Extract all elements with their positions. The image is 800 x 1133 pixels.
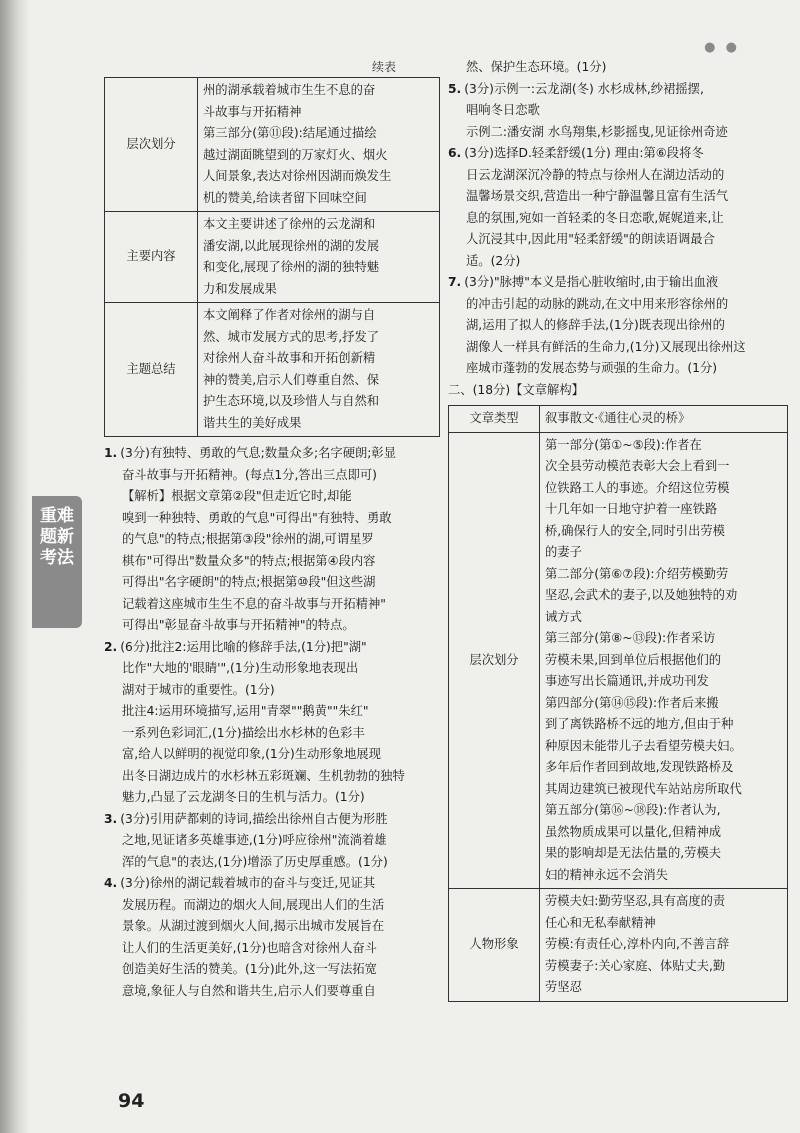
answer-paragraph <box>448 143 788 165</box>
type-label: 文章类型 <box>449 406 540 433</box>
text-line: 力和发展成果 <box>203 281 277 296</box>
answer-paragraph <box>448 79 788 101</box>
answer-line: 座城市蓬勃的发展态势与顽强的生命力。(1分) <box>466 361 718 375</box>
table-continued-label: 续表 <box>372 60 397 74</box>
binding-shadow <box>0 0 30 1133</box>
text-line: 多年后作者回到故地,发现铁路桥及 <box>545 760 734 774</box>
answer-paragraph <box>104 701 440 723</box>
table-row <box>449 432 788 889</box>
side-tab-label: 重难题新考法 <box>40 506 74 568</box>
answer-paragraph <box>448 337 788 359</box>
answers-right <box>448 57 788 380</box>
answer-line: 湖对于城市的重要性。(1分) <box>122 682 275 697</box>
text-line: 任心和无私奉献精神 <box>545 915 656 930</box>
answer-paragraph <box>448 251 788 273</box>
section-header: 二、(18分)【文章解构】 <box>448 382 584 397</box>
answer-line: 示例二:潘安湖 水鸟翔集,杉影摇曳,见证徐州奇迹 <box>466 124 728 139</box>
answer-number: 6. <box>448 146 462 160</box>
text-line: 到了离铁路桥不远的地方,但由于种 <box>545 717 734 731</box>
table-row <box>105 212 440 303</box>
text-line: 第五部分(第⑯~⑱段):作者认为, <box>545 803 721 817</box>
text-line: 越过湖面眺望到的万家灯火、烟火 <box>203 147 388 162</box>
text-line: 神的赞美,启示人们尊重自然、保 <box>203 372 380 387</box>
text-line: 种原因未能带儿子去看望劳模夫妇。 <box>545 738 742 753</box>
text-line: 本文阐释了作者对徐州的湖与自 <box>203 308 376 322</box>
row-content <box>198 212 440 303</box>
answer-line: 魅力,凸显了云龙湖冬日的生机与活力。(1分) <box>122 790 365 804</box>
answer-line: 唱响冬日恋歌 <box>466 103 540 117</box>
answer-line: (6分)批注2:运用比喻的修辞手法,(1分)把"湖" <box>120 639 367 654</box>
answer-line: 浑的气息"的表达,(1分)增添了历史厚重感。(1分) <box>122 854 388 869</box>
answer-paragraph <box>104 830 440 852</box>
answer-item <box>104 873 440 1002</box>
answer-number: 5. <box>448 81 462 96</box>
row-label: 主题总结 <box>105 303 198 437</box>
text-line: 虽然物质成果可以量化,但精神成 <box>545 824 722 839</box>
answer-paragraph <box>104 572 440 594</box>
answer-number: 4. <box>104 876 118 890</box>
answer-item <box>448 143 788 272</box>
answer-paragraph <box>448 272 788 294</box>
answer-line: (3分)有独特、勇敢的气息;数量众多;名字硬朗;彰显 <box>120 446 397 460</box>
answer-number: 7. <box>448 275 462 289</box>
answer-paragraph <box>104 680 440 702</box>
answer-line: 比作"大地的'眼睛'",(1分)生动形象地表现出 <box>122 661 359 675</box>
answer-paragraph <box>104 895 440 917</box>
answer-line: (3分)徐州的湖记载着城市的奋斗与变迁,见证其 <box>120 876 376 890</box>
answer-line: 可得出"名字硬朗"的特点;根据第⑩段"但这些湖 <box>122 575 376 589</box>
answer-paragraph <box>448 165 788 187</box>
text-line: 妇的精神永远不会消失 <box>545 867 668 882</box>
answer-paragraph <box>104 766 440 788</box>
answer-paragraph <box>104 465 440 487</box>
answer-paragraph <box>104 981 440 1003</box>
answer-paragraph <box>104 787 440 809</box>
answer-line: 之地,见证诸多英雄事迹,(1分)呼应徐州"流淌着雄 <box>122 833 387 847</box>
answer-line: 创造美好生活的赞美。(1分)此外,这一写法拓宽 <box>122 962 377 976</box>
answer-paragraph <box>448 229 788 251</box>
text-line: 斗故事与开拓精神 <box>203 104 302 119</box>
answer-number: 3. <box>104 811 118 826</box>
text-line: 事迹写出长篇通讯,并成功刊发 <box>545 674 709 688</box>
answer-line: 湖像人一样具有鲜活的生命力,(1分)又展现出徐州这 <box>466 339 746 354</box>
answer-line: 棋布"可得出"数量众多"的特点;根据第④段内容 <box>122 553 376 568</box>
answer-line: 然、保护生态环境。(1分) <box>466 60 607 74</box>
answer-line: 温馨场景交织,营造出一种宁静温馨且富有生活气 <box>466 189 729 203</box>
answer-paragraph <box>104 658 440 680</box>
text-line: 潘安湖,以此展现徐州的湖的发展 <box>203 238 380 253</box>
answer-paragraph <box>104 529 440 551</box>
answers-left <box>104 443 440 1002</box>
table-row <box>105 78 440 212</box>
answer-paragraph <box>104 959 440 981</box>
answer-line: 的气息"的特点;根据第③段"徐州的湖,可谓星罗 <box>122 532 374 546</box>
answer-item <box>448 57 788 79</box>
text-line: 十几年如一日地守护着一座铁路 <box>545 502 718 516</box>
type-value: 叙事散文·《通往心灵的桥》 <box>540 406 788 433</box>
answer-paragraph <box>104 723 440 745</box>
answer-line: (3分)"脉搏"本义是指心脏收缩时,由于输出血液 <box>464 275 719 289</box>
answer-line: 湖,运用了拟人的修辞手法,(1分)既表现出徐州的 <box>466 318 725 332</box>
answer-paragraph <box>104 594 440 616</box>
answer-item <box>448 272 788 380</box>
answer-line: 发展历程。而湖边的烟火人间,展现出人们的生活 <box>122 897 385 912</box>
text-line: 诫方式 <box>545 609 582 624</box>
text-line: 州的湖承载着城市生生不息的奋 <box>203 83 376 97</box>
answer-paragraph <box>104 744 440 766</box>
structure-table <box>104 77 440 437</box>
answer-paragraph <box>448 186 788 208</box>
answer-item <box>104 637 440 809</box>
text-line: 本文主要讲述了徐州的云龙湖和 <box>203 217 376 231</box>
text-line: 和变化,展现了徐州的湖的独特魅 <box>203 260 380 274</box>
row-label: 人物形象 <box>449 889 540 1002</box>
answer-line: 嗅到一种独特、勇敢的气息"可得出"有独特、勇敢 <box>122 510 392 525</box>
answer-item <box>104 809 440 874</box>
text-line: 第二部分(第⑥⑦段):介绍劳模勤劳 <box>545 566 729 581</box>
text-line: 第三部分(第⑧~⑬段):作者采访 <box>545 631 716 645</box>
right-column <box>448 57 788 1002</box>
text-line: 机的赞美,给读者留下回味空间 <box>203 190 367 205</box>
table-row <box>105 303 440 437</box>
answer-line: 富,给人以鲜明的视觉印象,(1分)生动形象地展现 <box>122 747 381 761</box>
row-content <box>198 303 440 437</box>
text-line: 第四部分(第⑭⑮段):作者后来搬 <box>545 695 719 710</box>
answer-line: 奋斗故事与开拓精神。(每点1分,答出三点即可) <box>122 467 377 482</box>
text-line: 然、城市发展方式的思考,抒发了 <box>203 329 380 344</box>
left-column <box>104 77 440 1002</box>
text-line: 次全县劳动模范表彰大会上看到一 <box>545 459 730 473</box>
answer-number: 1. <box>104 446 118 460</box>
answer-paragraph <box>104 916 440 938</box>
answer-line: 景象。从湖过渡到烟火人间,揭示出城市发展旨在 <box>122 919 385 933</box>
text-line: 坚忍,会武术的妻子,以及她独特的劝 <box>545 588 738 602</box>
answer-line: 记载着这座城市生生不息的奋斗故事与开拓精神" <box>122 596 386 611</box>
text-line: 对徐州人奋斗故事和开拓创新精 <box>203 351 376 365</box>
answer-item <box>448 79 788 144</box>
answer-paragraph <box>104 637 440 659</box>
page-number: 94 <box>118 1090 145 1112</box>
answer-paragraph <box>448 100 788 122</box>
answer-item <box>104 443 440 637</box>
top-marks: ● ● <box>704 40 740 55</box>
text-line: 果的影响却是无法估量的,劳模夫 <box>545 846 722 860</box>
text-line: 护生态环境,以及珍惜人与自然和 <box>203 394 380 408</box>
answer-line: 【解析】根据文章第②段"但走近它时,却能 <box>122 489 352 503</box>
table-row <box>449 406 788 433</box>
text-line: 谐共生的美好成果 <box>203 415 302 430</box>
text-line: 其周边建筑已被现代车站站房所取代 <box>545 781 742 796</box>
answer-number: 2. <box>104 639 118 654</box>
answer-line: (3分)引用萨都剌的诗词,描绘出徐州自古便为形胜 <box>120 811 388 826</box>
answer-line: 意境,象征人与自然和谐共生,启示人们要尊重自 <box>122 983 376 998</box>
text-line: 劳坚忍 <box>545 980 582 994</box>
answer-paragraph <box>448 122 788 144</box>
answer-line: (3分)示例一:云龙湖(冬) 水杉成林,纱裙摇摆, <box>464 81 704 96</box>
answer-paragraph <box>448 294 788 316</box>
answer-paragraph <box>104 443 440 465</box>
answer-paragraph <box>104 615 440 637</box>
text-line: 桥,确保行人的安全,同时引出劳模 <box>545 523 725 538</box>
row-label: 层次划分 <box>449 432 540 889</box>
answer-paragraph <box>104 852 440 874</box>
text-line: 第三部分(第⑪段):结尾通过描绘 <box>203 126 377 140</box>
article-structure-table <box>448 405 788 1002</box>
answer-paragraph <box>104 938 440 960</box>
text-line: 劳模未果,回到单位后根据他们的 <box>545 652 722 667</box>
row-content <box>540 432 788 889</box>
text-line: 人间景象,表达对徐州因湖而焕发生 <box>203 169 392 183</box>
answer-paragraph <box>448 315 788 337</box>
text-line: 位铁路工人的事迹。介绍这位劳模 <box>545 480 730 495</box>
answer-paragraph <box>104 809 440 831</box>
answer-paragraph <box>448 358 788 380</box>
answer-line: 可得出"彰显奋斗故事与开拓精神"的特点。 <box>122 618 355 632</box>
answer-paragraph <box>448 208 788 230</box>
answer-line: 的冲击引起的动脉的跳动,在文中用来形容徐州的 <box>466 296 729 311</box>
text-line: 劳模夫妇:勤劳坚忍,具有高度的责 <box>545 894 726 908</box>
answer-paragraph <box>104 508 440 530</box>
row-content <box>198 78 440 212</box>
answer-line: 适。(2分) <box>466 253 521 268</box>
answer-line: 让人们的生活更美好,(1分)也暗含对徐州人奋斗 <box>122 940 377 955</box>
answer-line: (3分)选择D.轻柔舒缓(1分) 理由:第⑥段将冬 <box>464 146 704 160</box>
row-label: 层次划分 <box>105 78 198 212</box>
answer-line: 一系列色彩词汇,(1分)描绘出水杉林的色彩丰 <box>122 725 365 740</box>
row-content <box>540 889 788 1002</box>
answer-line: 息的氛围,宛如一首轻柔的冬日恋歌,娓娓道来,让 <box>466 210 724 225</box>
answer-paragraph <box>104 551 440 573</box>
answer-paragraph <box>104 873 440 895</box>
row-label: 主要内容 <box>105 212 198 303</box>
text-line: 劳模妻子:关心家庭、体贴丈夫,勤 <box>545 958 726 973</box>
text-line: 劳模:有责任心,淳朴内向,不善言辞 <box>545 937 730 951</box>
answer-line: 人沉浸其中,因此用"轻柔舒缓"的朗读语调最合 <box>466 232 715 246</box>
answer-line: 日云龙湖深沉冷静的特点与徐州人在湖边活动的 <box>466 167 725 182</box>
answer-line: 批注4:运用环境描写,运用"青翠""鹅黄""朱红" <box>122 704 369 718</box>
side-tab <box>32 496 82 628</box>
answer-paragraph <box>104 486 440 508</box>
text-line: 的妻子 <box>545 545 582 559</box>
table-row <box>449 889 788 1002</box>
answer-line: 出冬日湖边成片的水杉林五彩斑斓、生机勃勃的独特 <box>122 768 405 783</box>
answer-paragraph <box>448 57 788 79</box>
text-line: 第一部分(第①~⑤段):作者在 <box>545 437 702 452</box>
